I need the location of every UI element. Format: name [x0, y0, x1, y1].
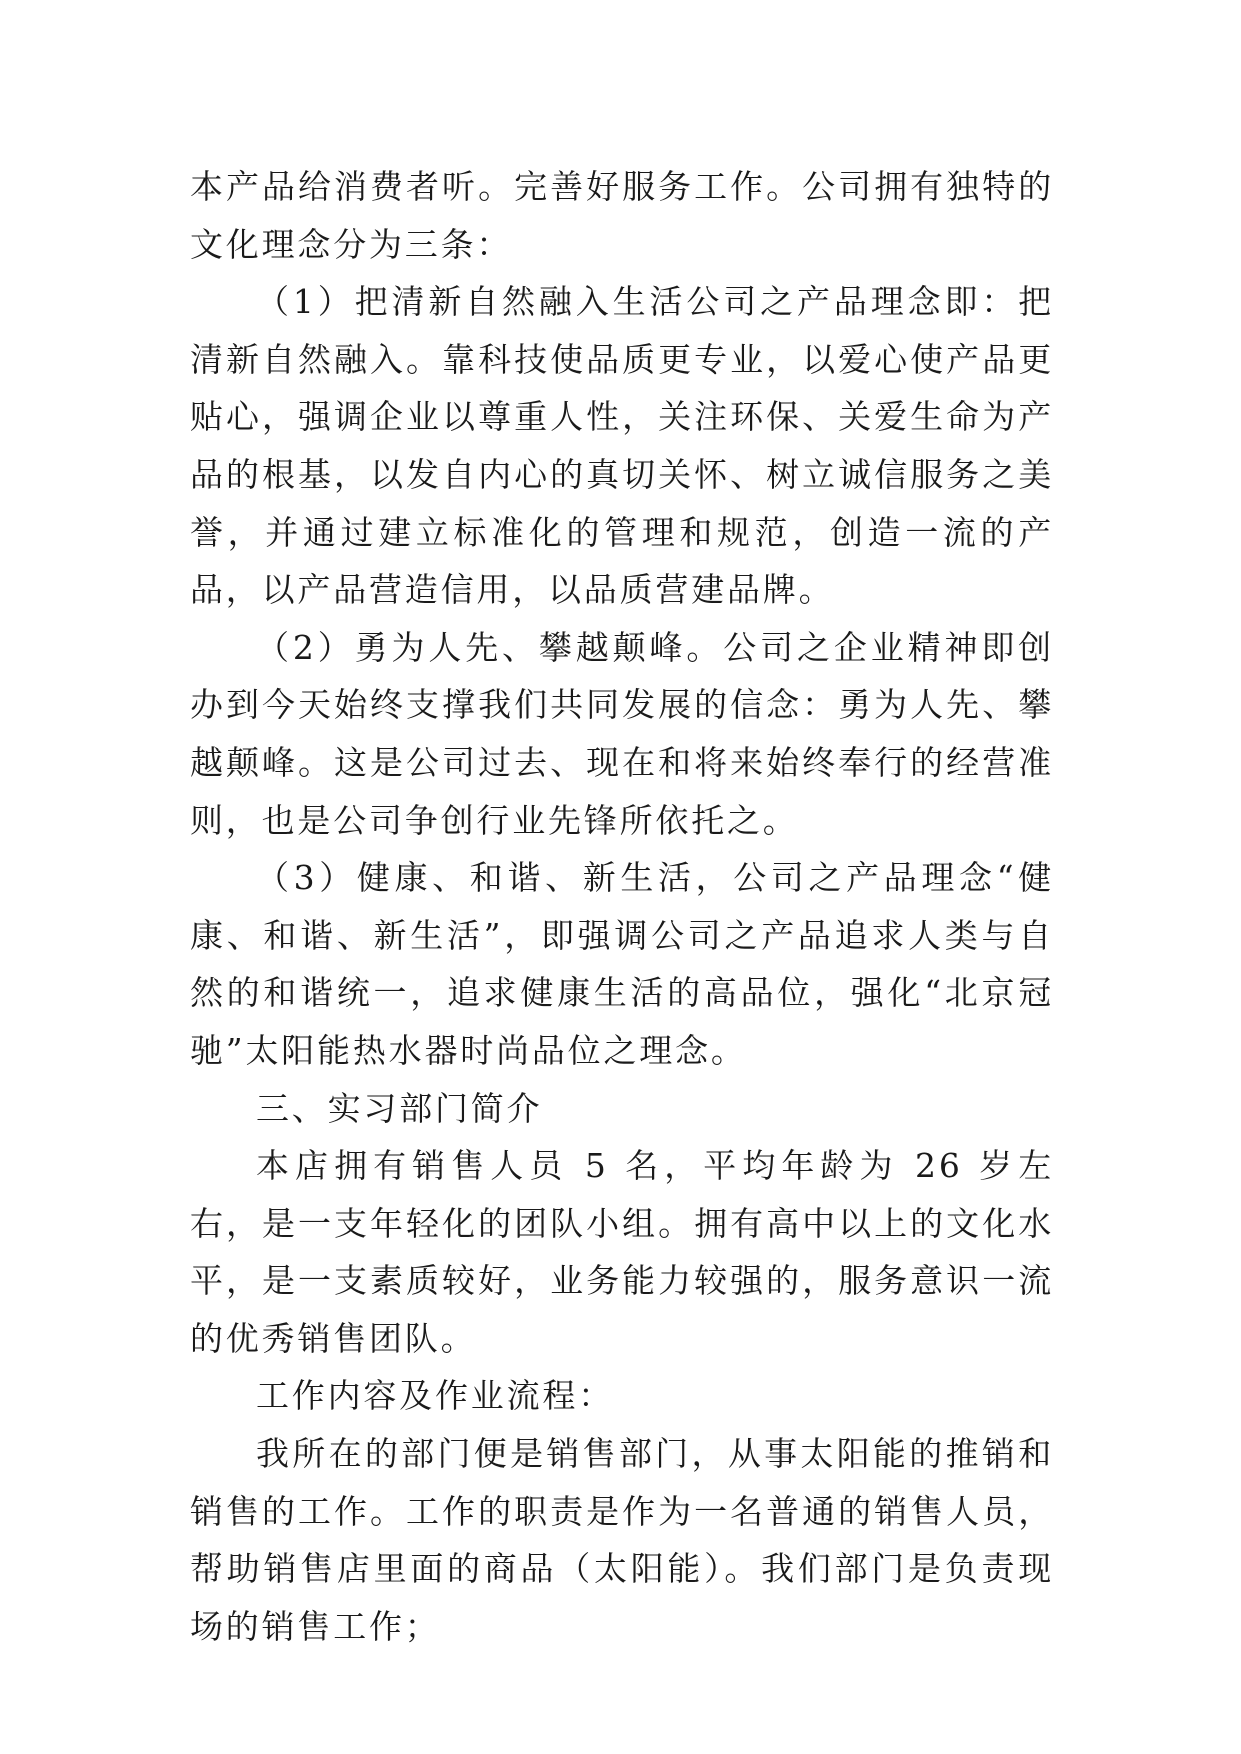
paragraph-concept-2: （2）勇为人先、攀越颠峰。公司之企业精神即创办到今天始终支撑我们共同发展的信念：勇为人先、攀越颠峰。这是公司过去、现在和将来始终奉行的经营准则，也是公司争创行业先锋所依托之。 [190, 627, 1054, 840]
paragraph-concept-1: （1）把清新自然融入生活公司之产品理念即：把清新自然融入。靠科技使品质更专业，以爱心使产品更贴心，强调企业以尊重人性，关注环保、关爱生命为产品的根基，以发自内心的真切关怀、树立诚信服务之美誉，并通过建立标准化的管理和规范，创造一流的产品，以产品营造信用，以品质营建品牌。 [190, 282, 1054, 610]
document-body [190, 158, 1054, 1655]
paragraph-sales-work: 我所在的部门便是销售部门，从事太阳能的推销和销售的工作。工作的职责是作为一名普通的销售人员，帮助销售店里面的商品（太阳能）。我们部门是负责现场的销售工作； [190, 1434, 1054, 1646]
paragraph-concept-3: （3）健康、和谐、新生活，公司之产品理念“健康、和谐、新生活”，即强调公司之产品追求人类与自然的和谐统一，追求健康生活的高品位，强化“北京冠驰”太阳能热水器时尚品位之理念。 [190, 858, 1054, 1070]
section-heading-department: 三、实习部门简介 [256, 1088, 543, 1128]
subheading-work-process: 工作内容及作业流程： [256, 1376, 614, 1416]
paragraph-intro: 本产品给消费者听。完善好服务工作。公司拥有独特的文化理念分为三条： [190, 167, 1054, 264]
paragraph-team: 本店拥有销售人员 5 名，平均年龄为 26 岁左右，是一支年轻化的团队小组。拥有高中以上的文化水平，是一支素质较好，业务能力较强的，服务意识一流的优秀销售团队。 [190, 1146, 1054, 1358]
